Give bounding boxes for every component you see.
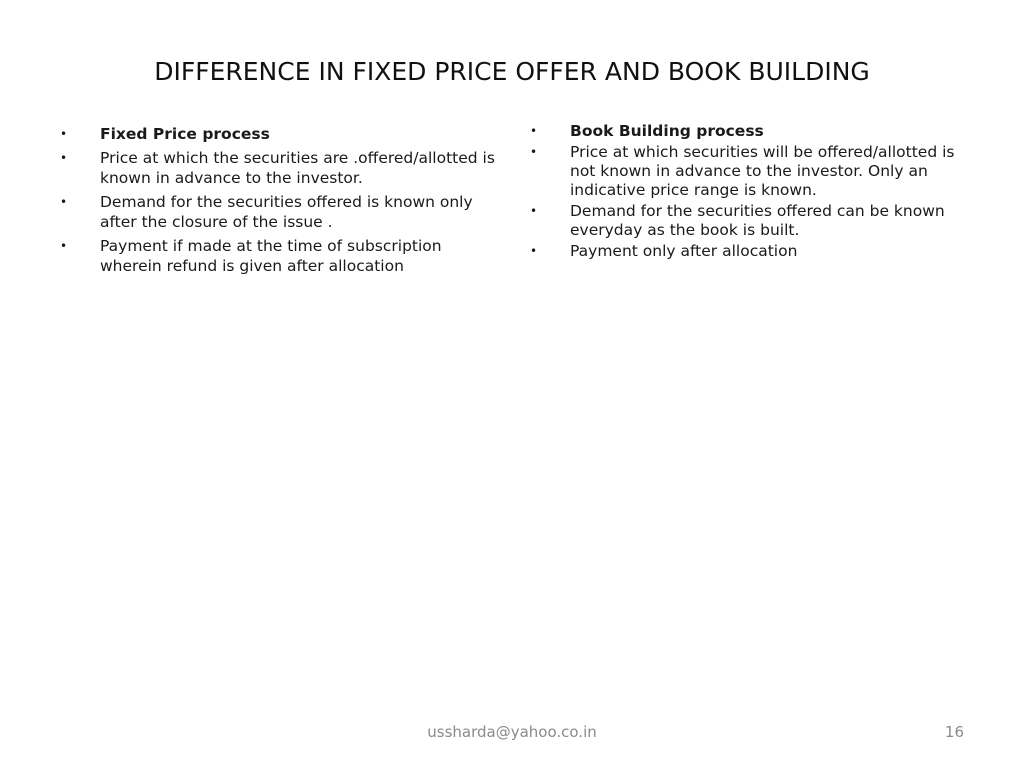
bullet-icon: • — [60, 239, 68, 253]
list-item-text: Price at which the securities are .offered/allotted is known in advance to the investor. — [100, 149, 495, 187]
list-item — [60, 124, 500, 144]
footer-email: ussharda@yahoo.co.in — [427, 723, 597, 741]
bullet-icon: • — [60, 127, 68, 141]
slide-title: DIFFERENCE IN FIXED PRICE OFFER AND BOOK BUILDING — [154, 57, 870, 86]
bullet-icon: • — [60, 151, 68, 165]
fixed-price-column — [60, 124, 500, 280]
list-item — [60, 192, 500, 232]
bullet-icon: • — [530, 145, 538, 159]
list-item — [530, 242, 975, 261]
list-item-text: Payment if made at the time of subscription wherein refund is given after allocation — [100, 237, 442, 275]
bullet-icon: • — [530, 244, 538, 258]
list-item — [60, 236, 500, 276]
bullet-icon: • — [530, 204, 538, 218]
list-item-text: Payment only after allocation — [570, 242, 798, 260]
page-number: 16 — [944, 723, 964, 741]
list-item-text: Demand for the securities offered can be known everyday as the book is built. — [570, 202, 945, 239]
list-item-text: Price at which securities will be offered/allotted is not known in advance to the investor. Only an indicative price range is known. — [570, 143, 955, 199]
book-building-column — [530, 122, 975, 263]
book-building-heading: Book Building process — [570, 122, 764, 140]
list-item — [530, 143, 975, 200]
list-item — [60, 148, 500, 188]
bullet-icon: • — [60, 195, 68, 209]
fixed-price-heading: Fixed Price process — [100, 125, 270, 143]
list-item-text: Demand for the securities offered is known only after the closure of the issue . — [100, 193, 473, 231]
list-item — [530, 202, 975, 240]
list-item — [530, 122, 975, 141]
bullet-icon: • — [530, 124, 538, 138]
